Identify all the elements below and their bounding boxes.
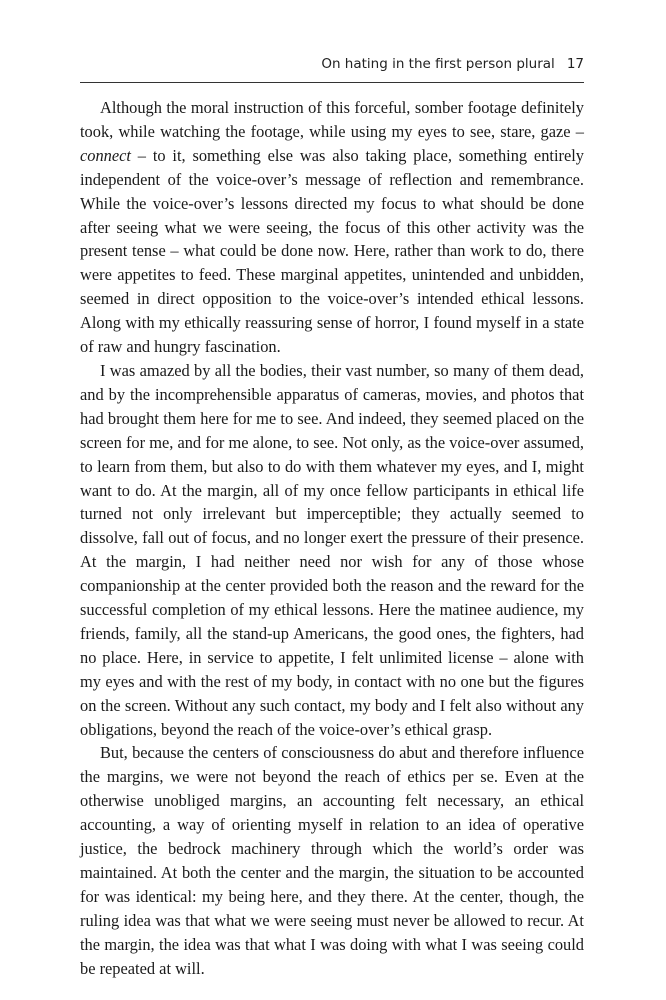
paragraph-1-before: Although the moral instruction of this forceful, somber footage definitely took, while watching the footage, while using my eyes to see, stare, gaze – [80, 98, 584, 141]
header-rule [80, 82, 584, 83]
paragraph-2: I was amazed by all the bodies, their vast number, so many of them dead, and by the incomprehensible apparatus of cameras, movies, and photos that had brought them here for me to see. And indeed, they seemed placed on the screen for me, and for me alone, to see. Not only, as the voice-over assumed, to learn from them, but also to do with them whatever my eyes, and I, might want to do. At the margin, all of my once fellow participants in ethical life turned not only irrelevant but imperceptible; they actually seemed to dissolve, fall out of focus, and no longer exert the pressure of their presence. At the margin, I had neither need nor wish for any of those whose companionship at the center provided both the reason and the reward for the successful completion of my ethical lessons. Here the matinee audience, my friends, family, all the stand-up Americans, the good ones, the fighters, had no place. Here, in service to appetite, I felt unlimited license – alone with my eyes and with the rest of my body, in contact with no one but the figures on the screen. Without any such contact, my body and I felt also without any obligations, beyond the reach of the voice-over’s ethical grasp. [80, 360, 584, 739]
paragraph-1-after: – to it, something else was also taking place, something entirely independent of the voice-over’s message of reflection and remembrance. While the voice-over’s lessons directed my focus to what should be done after seeing what we were seeing, the focus of this other activity was the present tense – what could be done now. Here, rather than work to do, there were appetites to feed. These marginal appetites, unintended and unbidden, seemed in direct opposition to the voice-over’s intended ethical lessons. Along with my ethically reassuring sense of horror, I found myself in a state of raw and hungry fascination. [80, 145, 584, 357]
running-head [80, 56, 584, 72]
paragraph-3: But, because the centers of consciousness do abut and therefore influence the margins, we were not beyond the reach of ethics per se. Even at the otherwise unobliged margins, an accounting felt necessary, an ethical accounting, a way of orienting myself in relation to an idea of operative justice, the bedrock machinery through which the world’s order was maintained. At both the center and the margin, the situation to be accounted for was identical: my being here, and they there. At the center, though, the ruling idea was that what we were seeing must never be allowed to recur. At the margin, the idea was that what I was doing with what I was seeing could be repeated at will. [80, 743, 584, 978]
running-head-title: On hating in the first person plural [321, 56, 555, 72]
emphasis-connect: connect [80, 145, 131, 165]
paragraph-1 [80, 96, 584, 359]
page-number: 17 [566, 56, 584, 72]
body-text [80, 96, 584, 981]
